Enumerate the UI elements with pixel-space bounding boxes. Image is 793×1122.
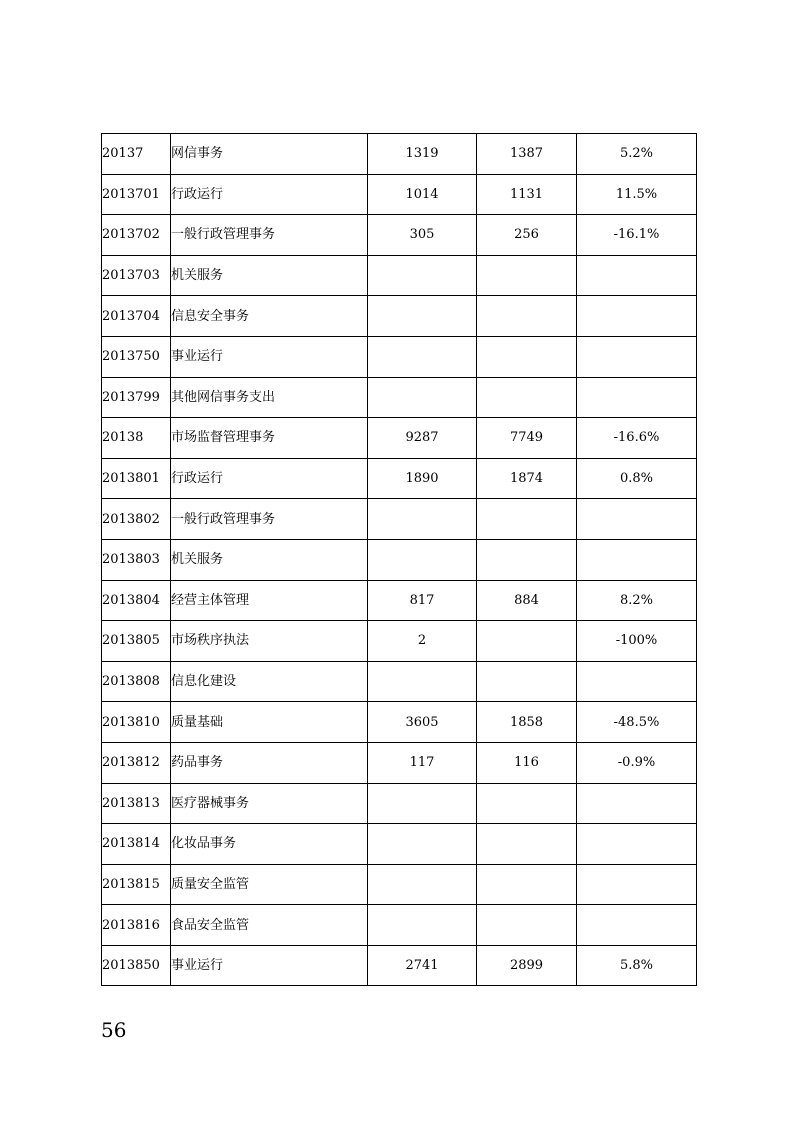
budget-table [101, 133, 697, 986]
value-2-cell: 7749 [477, 418, 577, 459]
item-name-cell: 医疗器械事务 [171, 783, 368, 824]
item-name-cell: 质量基础 [171, 702, 368, 743]
value-1-cell [368, 377, 477, 418]
item-name-cell: 市场监督管理事务 [171, 418, 368, 459]
item-code-cell: 2013803 [102, 539, 171, 580]
table-row [102, 418, 697, 459]
value-2-cell: 1387 [477, 134, 577, 175]
change-percent-cell [577, 824, 697, 865]
value-1-cell [368, 336, 477, 377]
item-name-cell: 网信事务 [171, 134, 368, 175]
value-1-cell: 1014 [368, 174, 477, 215]
table-row [102, 174, 697, 215]
item-code-cell: 2013810 [102, 702, 171, 743]
item-code-cell: 2013816 [102, 905, 171, 946]
item-code-cell: 2013802 [102, 499, 171, 540]
item-code-cell: 2013702 [102, 215, 171, 256]
budget-table-body [102, 134, 697, 986]
value-1-cell [368, 296, 477, 337]
change-percent-cell [577, 296, 697, 337]
change-percent-cell [577, 336, 697, 377]
value-2-cell: 884 [477, 580, 577, 621]
item-code-cell: 2013850 [102, 945, 171, 986]
table-row [102, 215, 697, 256]
table-row [102, 661, 697, 702]
change-percent-cell: -0.9% [577, 742, 697, 783]
item-name-cell: 机关服务 [171, 539, 368, 580]
item-name-cell: 信息安全事务 [171, 296, 368, 337]
table-row [102, 377, 697, 418]
value-1-cell: 9287 [368, 418, 477, 459]
change-percent-cell [577, 864, 697, 905]
change-percent-cell: 0.8% [577, 458, 697, 499]
change-percent-cell: -16.6% [577, 418, 697, 459]
item-code-cell: 20138 [102, 418, 171, 459]
item-code-cell: 2013701 [102, 174, 171, 215]
table-row [102, 621, 697, 662]
item-name-cell: 信息化建设 [171, 661, 368, 702]
change-percent-cell [577, 905, 697, 946]
table-row [102, 824, 697, 865]
table-row [102, 905, 697, 946]
item-code-cell: 2013813 [102, 783, 171, 824]
change-percent-cell [577, 377, 697, 418]
table-row [102, 945, 697, 986]
value-2-cell: 2899 [477, 945, 577, 986]
value-2-cell [477, 499, 577, 540]
value-2-cell: 1874 [477, 458, 577, 499]
table-row [102, 255, 697, 296]
value-1-cell: 3605 [368, 702, 477, 743]
change-percent-cell: 11.5% [577, 174, 697, 215]
value-2-cell [477, 783, 577, 824]
change-percent-cell [577, 539, 697, 580]
table-row [102, 702, 697, 743]
change-percent-cell: -48.5% [577, 702, 697, 743]
item-code-cell: 2013704 [102, 296, 171, 337]
item-code-cell: 2013815 [102, 864, 171, 905]
value-1-cell [368, 255, 477, 296]
item-code-cell: 20137 [102, 134, 171, 175]
item-name-cell: 市场秩序执法 [171, 621, 368, 662]
item-name-cell: 化妆品事务 [171, 824, 368, 865]
value-2-cell [477, 864, 577, 905]
item-code-cell: 2013808 [102, 661, 171, 702]
value-1-cell: 305 [368, 215, 477, 256]
value-1-cell: 2741 [368, 945, 477, 986]
item-code-cell: 2013799 [102, 377, 171, 418]
change-percent-cell: 8.2% [577, 580, 697, 621]
change-percent-cell: 5.8% [577, 945, 697, 986]
value-1-cell: 117 [368, 742, 477, 783]
table-row [102, 458, 697, 499]
item-name-cell: 质量安全监管 [171, 864, 368, 905]
item-code-cell: 2013805 [102, 621, 171, 662]
value-2-cell: 1131 [477, 174, 577, 215]
value-1-cell: 1319 [368, 134, 477, 175]
item-name-cell: 行政运行 [171, 458, 368, 499]
value-1-cell: 1890 [368, 458, 477, 499]
item-name-cell: 机关服务 [171, 255, 368, 296]
item-code-cell: 2013801 [102, 458, 171, 499]
table-row [102, 499, 697, 540]
value-1-cell [368, 499, 477, 540]
table-row [102, 539, 697, 580]
change-percent-cell [577, 661, 697, 702]
item-code-cell: 2013750 [102, 336, 171, 377]
item-name-cell: 事业运行 [171, 945, 368, 986]
value-2-cell [477, 336, 577, 377]
table-row [102, 864, 697, 905]
value-2-cell [477, 255, 577, 296]
value-2-cell [477, 621, 577, 662]
table-row [102, 783, 697, 824]
value-2-cell [477, 661, 577, 702]
value-1-cell [368, 783, 477, 824]
value-1-cell [368, 661, 477, 702]
item-name-cell: 一般行政管理事务 [171, 499, 368, 540]
change-percent-cell [577, 783, 697, 824]
value-2-cell: 116 [477, 742, 577, 783]
item-code-cell: 2013703 [102, 255, 171, 296]
item-name-cell: 行政运行 [171, 174, 368, 215]
change-percent-cell: -16.1% [577, 215, 697, 256]
table-row [102, 134, 697, 175]
value-2-cell [477, 296, 577, 337]
value-2-cell [477, 824, 577, 865]
value-2-cell [477, 377, 577, 418]
value-2-cell [477, 905, 577, 946]
table-row [102, 742, 697, 783]
item-code-cell: 2013812 [102, 742, 171, 783]
item-name-cell: 一般行政管理事务 [171, 215, 368, 256]
item-code-cell: 2013814 [102, 824, 171, 865]
change-percent-cell [577, 255, 697, 296]
value-1-cell: 817 [368, 580, 477, 621]
item-code-cell: 2013804 [102, 580, 171, 621]
change-percent-cell: -100% [577, 621, 697, 662]
value-1-cell [368, 864, 477, 905]
item-name-cell: 经营主体管理 [171, 580, 368, 621]
page-number: 56 [101, 1018, 127, 1042]
value-1-cell [368, 824, 477, 865]
value-2-cell [477, 539, 577, 580]
change-percent-cell [577, 499, 697, 540]
value-2-cell: 1858 [477, 702, 577, 743]
value-1-cell: 2 [368, 621, 477, 662]
item-name-cell: 事业运行 [171, 336, 368, 377]
item-name-cell: 食品安全监管 [171, 905, 368, 946]
value-1-cell [368, 539, 477, 580]
value-2-cell: 256 [477, 215, 577, 256]
item-name-cell: 药品事务 [171, 742, 368, 783]
change-percent-cell: 5.2% [577, 134, 697, 175]
table-row [102, 296, 697, 337]
item-name-cell: 其他网信事务支出 [171, 377, 368, 418]
value-1-cell [368, 905, 477, 946]
table-row [102, 336, 697, 377]
table-row [102, 580, 697, 621]
